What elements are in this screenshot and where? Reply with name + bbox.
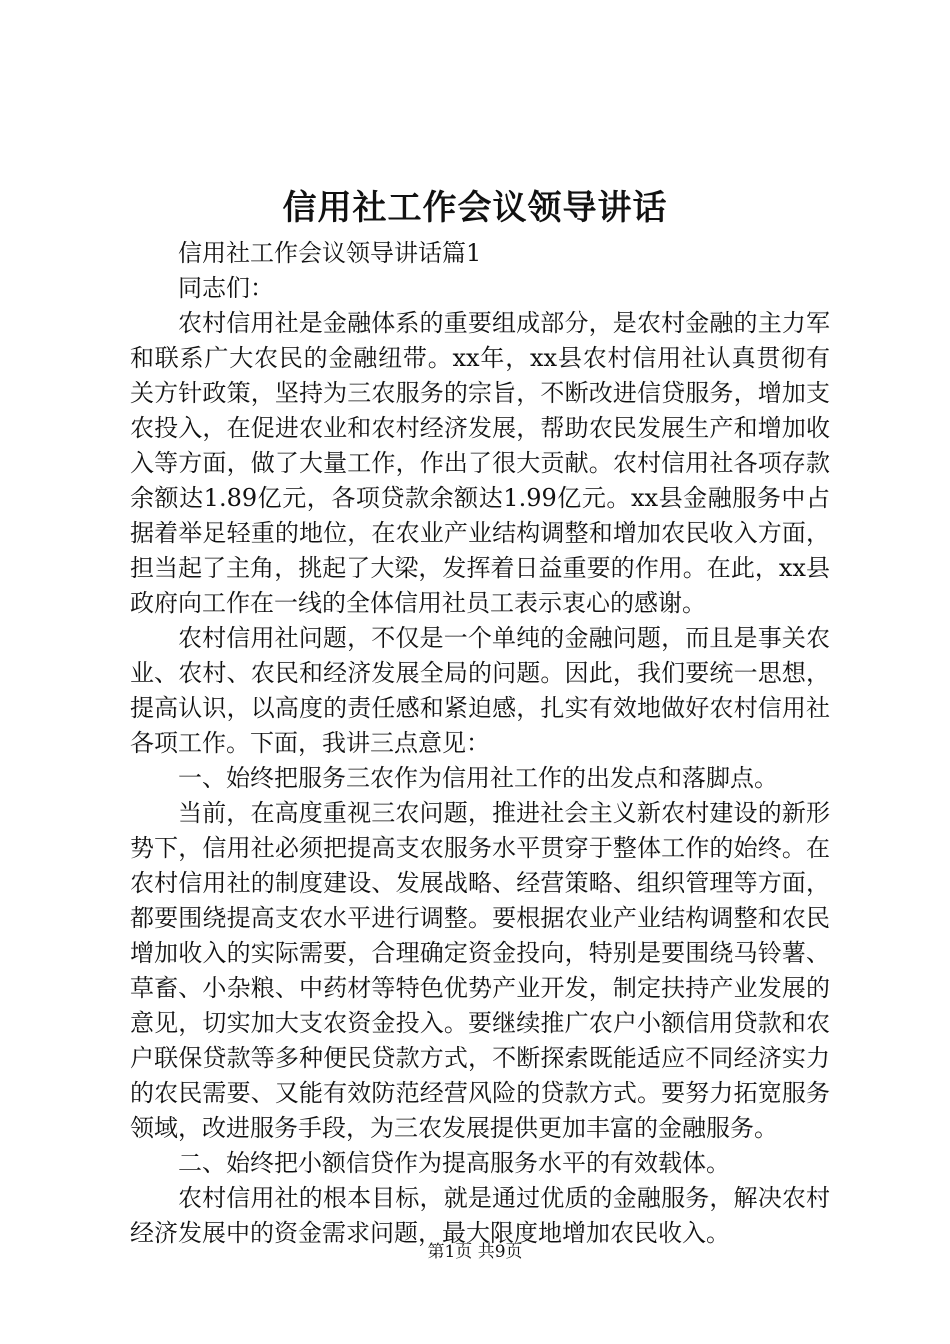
- body-paragraph: 农村信用社的根本目标，就是通过优质的金融服务，解决农村经济发展中的资金需求问题，最大限度地增加农民收入。: [130, 1184, 830, 1247]
- point-heading: 二、始终把小额信贷作为提高服务水平的有效载体。: [178, 1149, 730, 1177]
- document-body: [130, 236, 830, 1251]
- point-heading: 一、始终把服务三农作为信用社工作的出发点和落脚点。: [178, 764, 778, 792]
- section-heading: 信用社工作会议领导讲话篇1: [178, 239, 482, 267]
- body-paragraph: 当前，在高度重视三农问题，推进社会主义新农村建设的新形势下，信用社必须把提高支农服务水平贯穿于整体工作的始终。在农村信用社的制度建设、发展战略、经营策略、组织管理等方面，都要围绕提高支农水平进行调整。要根据农业产业结构调整和农民增加收入的实际需要，合理确定资金投向，特别是要围绕马铃薯、草畜、小杂粮、中药材等特色优势产业开发，制定扶持产业发展的意见，切实加大支农资金投入。要继续推广农户小额信用贷款和农户联保贷款等多种便民贷款方式，不断探索既能适应不同经济实力的农民需要、又能有效防范经营风险的贷款方式。要努力拓宽服务领域，改进服务手段，为三农发展提供更加丰富的金融服务。: [130, 799, 830, 1142]
- body-paragraph: 农村信用社是金融体系的重要组成部分，是农村金融的主力军和联系广大农民的金融纽带。xx年，xx县农村信用社认真贯彻有关方针政策，坚持为三农服务的宗旨，不断改进信贷服务，增加支农投入，在促进农业和农村经济发展，帮助农民发展生产和增加收入等方面，做了大量工作，作出了很大贡献。农村信用社各项存款余额达1.89亿元，各项贷款余额达1.99亿元。xx县金融服务中占据着举足轻重的地位，在农业产业结构调整和增加农民收入方面，担当起了主角，挑起了大梁，发挥着日益重要的作用。在此，xx县政府向工作在一线的全体信用社员工表示衷心的感谢。: [130, 309, 830, 617]
- document-title: 信用社工作会议领导讲话: [282, 188, 668, 228]
- salutation: 同志们：: [178, 274, 274, 302]
- body-paragraph: 农村信用社问题，不仅是一个单纯的金融问题，而且是事关农业、农村、农民和经济发展全局的问题。因此，我们要统一思想，提高认识，以高度的责任感和紧迫感，扎实有效地做好农村信用社各项工作。下面，我讲三点意见：: [130, 624, 830, 757]
- page-number-footer: 第1页 共9页: [427, 1242, 523, 1262]
